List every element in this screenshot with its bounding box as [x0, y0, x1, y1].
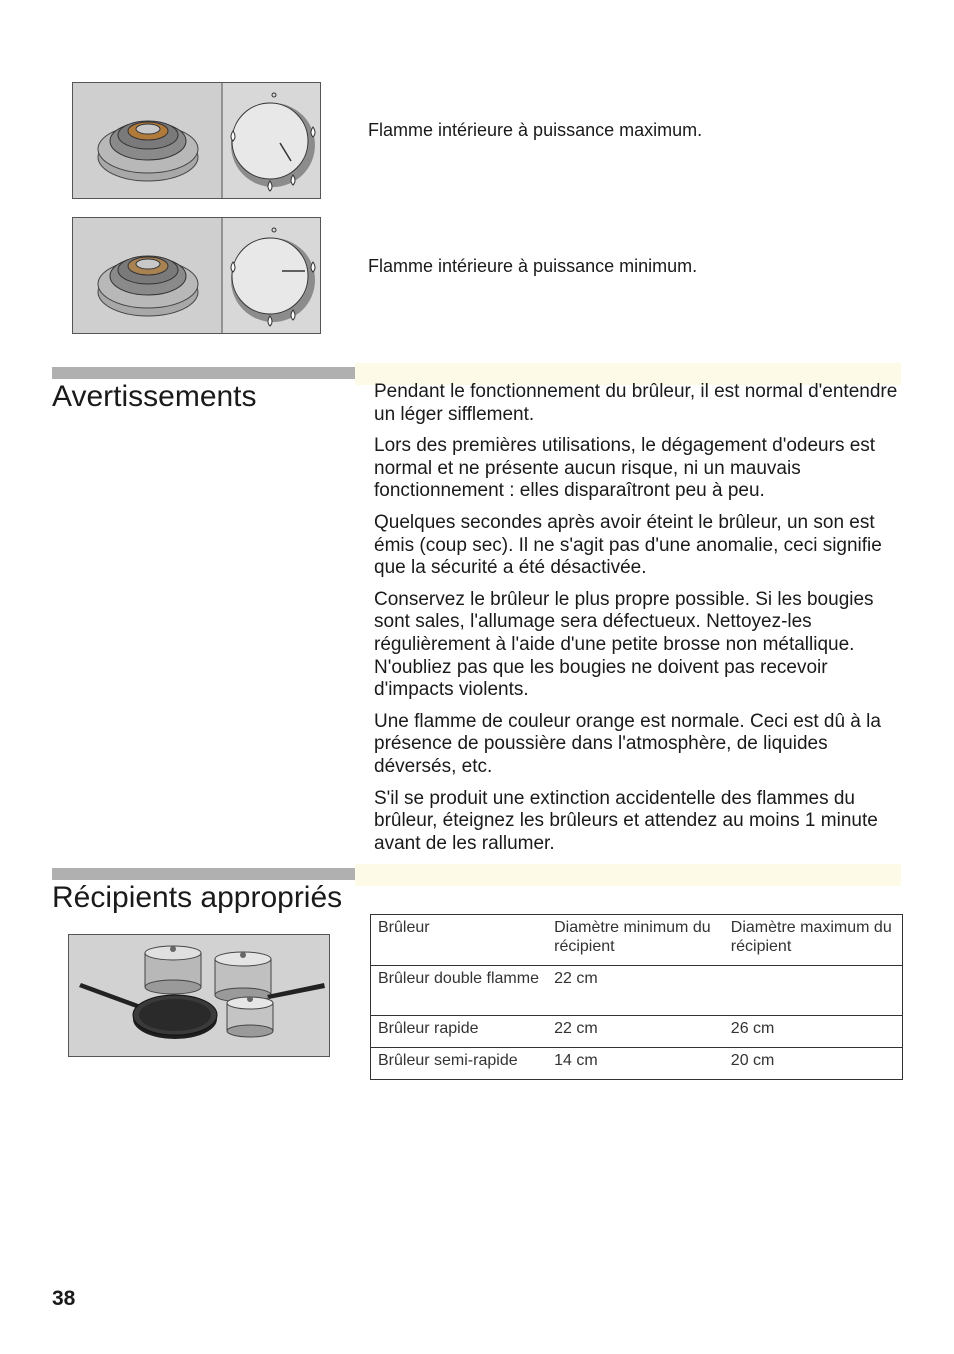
- gas-burner-icon: [73, 218, 321, 334]
- warning-paragraph: Lors des premières utilisations, le dégagement d'odeurs est normal et ne présente aucun risque, ni un mauvais fonctionnement : elles disparaîtront peu à peu.: [374, 435, 876, 502]
- warning-paragraph: Une flamme de couleur orange est normale. Ceci est dû à la présence de poussière dans l'atmosphère, de liquides déversés, etc.: [374, 710, 881, 777]
- warning-paragraph: Conservez le brûleur le plus propre possible. Si les bougies sont sales, l'allumage sera défectueux. Nettoyez-les régulièrement à l'aide d'une petite brosse non métallique. N'oubliez pas que les bougies ne doivent pas recevoir d'impacts violents.: [374, 588, 874, 701]
- table-cell: 26 cm: [730, 1020, 775, 1037]
- table-cell: 20 cm: [730, 1052, 775, 1069]
- cookware-figure: [68, 934, 330, 1057]
- vessel-table: [370, 914, 903, 1080]
- burner-min-figure: [72, 217, 321, 334]
- section-title-warnings: Avertissements: [52, 380, 257, 413]
- table-cell: 22 cm: [554, 970, 598, 987]
- warning-paragraph: S'il se produit une extinction accidentelle des flammes du brûleur, éteignez les brûleurs et attendez au moins 1 minute avant de les rallumer.: [374, 787, 878, 854]
- table-header-cell: Diamètre minimum du récipient: [554, 919, 711, 955]
- warning-paragraph: Quelques secondes après avoir éteint le brûleur, un son est émis (coup sec). Il ne s'agit pas d'une anomalie, ceci signifie que la sécurité a été désactivée.: [374, 511, 882, 579]
- section-title-vessels: Récipients appropriés: [52, 881, 343, 914]
- burner-max-figure: [72, 82, 321, 199]
- table-cell: 14 cm: [554, 1052, 598, 1069]
- section-bar: [52, 367, 355, 379]
- warning-paragraph: Pendant le fonctionnement du brûleur, il est normal d'entendre un léger sifflement.: [374, 381, 898, 425]
- table-cell: Brûleur rapide: [378, 1020, 479, 1037]
- table-header-row: [371, 915, 903, 966]
- table-header-cell: Brûleur: [378, 919, 430, 936]
- table-row: [371, 966, 903, 1016]
- table-header-cell: Diamètre maximum du récipient: [730, 919, 892, 955]
- table-cell: 22 cm: [554, 1020, 598, 1037]
- max-flame-caption: Flamme intérieure à puissance maximum.: [368, 120, 703, 140]
- table-cell: Brûleur double flamme: [378, 970, 539, 987]
- warnings-body: [374, 381, 904, 864]
- table-row: [371, 1016, 903, 1048]
- table-cell: [724, 966, 903, 1016]
- table-cell: Brûleur semi-rapide: [378, 1052, 518, 1069]
- section-tint: [355, 864, 901, 886]
- gas-burner-icon: [73, 83, 321, 199]
- section-bar: [52, 868, 355, 880]
- cookware-icon: [69, 935, 330, 1057]
- page-number: 38: [52, 1287, 76, 1310]
- min-flame-caption: Flamme intérieure à puissance minimum.: [368, 256, 698, 276]
- table-row: [371, 1048, 903, 1080]
